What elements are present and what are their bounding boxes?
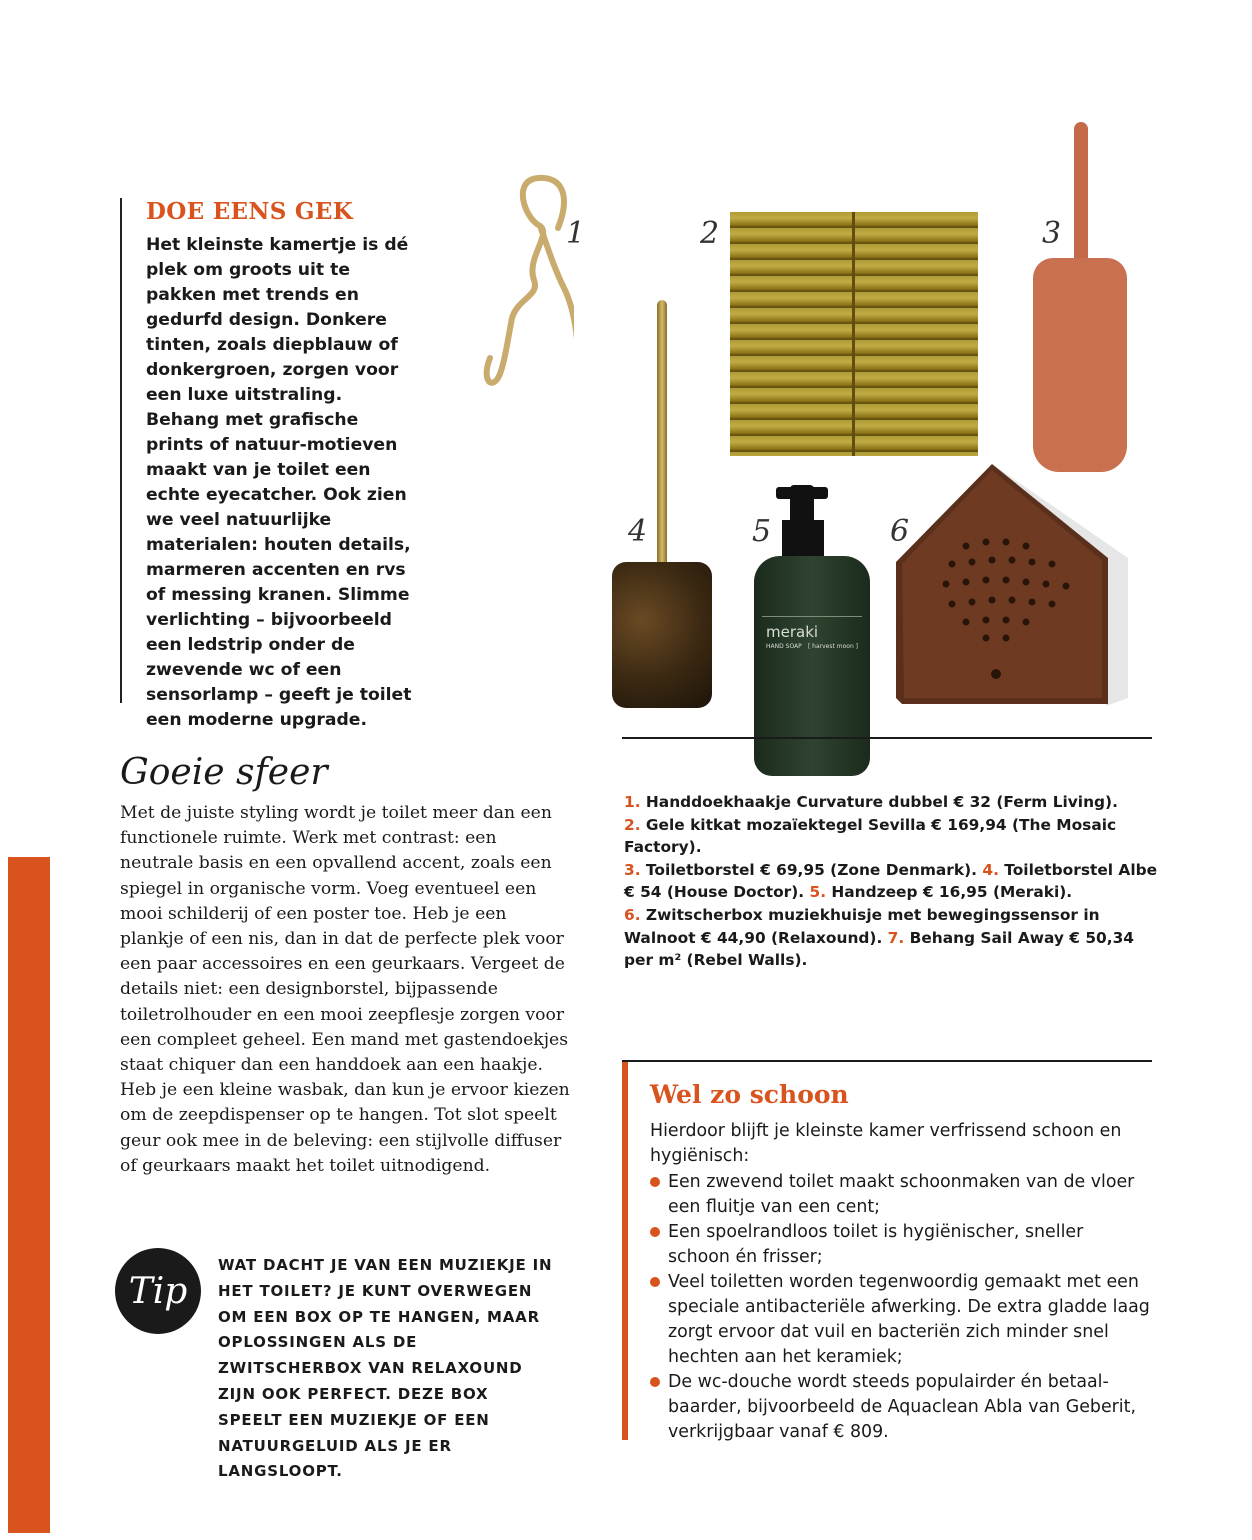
wel-zo-schoon-intro: Hierdoor blijft je kleinste kamer verfrissend schoon en hygiënisch: (650, 1121, 1122, 1166)
doe-eens-gek-body: Het kleinste kamertje is dé plek om groots uit te pakken met trends en gedurfd design. Donkere tinten, zoals diepblauw of donkergroen, zorgen voor een luxe uitstraling. Behang met grafische prints of natuur-motieven maakt van je toilet een echte eyecatcher. Ook zien we veel natuurlijke materialen: houten details, marmeren accenten en rvs of messing kranen. Slimme verlichting – bijvoorbeeld een ledstrip onder de zwevende wc of een sensorlamp – geeft je toilet een moderne upgrade. (146, 235, 412, 730)
products-divider (622, 737, 1152, 739)
caption-number-3: 3. (624, 860, 641, 879)
wel-zo-schoon-title: Wel zo schoon (650, 1080, 849, 1109)
list-item: Veel toiletten worden tegenwoordig gemaakt met een speciale antibacteriële afwerking. De extra gladde laag zorgt ervoor dat vuil en bacteriën zich minder snel hechten aan het keramiek; (650, 1270, 1150, 1370)
doe-eens-gek-block (120, 198, 420, 730)
soap-pump-head (776, 487, 828, 499)
goeie-sfeer-title: Goeie sfeer (120, 752, 328, 793)
brass-brush-handle (657, 300, 667, 590)
caption-7: Behang Sail Away € 50,34 per m² (Rebel Walls). (624, 928, 1134, 970)
caption-number-1: 1. (624, 793, 641, 811)
soap-brand: meraki (766, 623, 819, 641)
caption-5: Handzeep € 16,95 (Meraki). (831, 883, 1073, 902)
product-number-6: 6 (890, 514, 910, 549)
doe-eens-gek-title: DOE EENS GEK (146, 198, 353, 225)
product-number-1: 1 (566, 216, 586, 251)
caption-1: Handdoekhaakje Curvature dubbel € 32 (Ferm Living). (645, 793, 1118, 811)
product-captions (624, 791, 1164, 972)
caption-number-4: 4. (982, 860, 999, 879)
product-number-5: 5 (752, 514, 772, 549)
tip-badge-label: Tip (128, 1270, 188, 1312)
caption-number-5: 5. (809, 883, 827, 902)
caption-number-6: 6. (624, 905, 641, 924)
list-item: Een spoelrandloos toilet is hygiënischer, sneller schoon én frisser; (650, 1220, 1150, 1270)
list-item: De wc-douche wordt steeds populairder én betaal-baarder, bijvoorbeeld de Aquaclean Abla van Geberit, verkrijgbaar vanaf € 809. (650, 1370, 1150, 1445)
product-number-4: 4 (628, 514, 648, 549)
caption-2: Gele kitkat mozaïektegel Sevilla € 169,94 (The Mosaic Factory). (624, 815, 1117, 857)
soap-tag: [ harvest moon ] (807, 643, 858, 650)
soap-label: HAND SOAP (766, 643, 802, 650)
caption-6: Zwitscherbox muziekhuisje met bewegingssensor in Walnoot € 44,90 (Relaxound). (624, 905, 1100, 947)
caption-number-7: 7. (887, 928, 905, 947)
terracotta-brush-handle (1074, 122, 1088, 272)
product-number-3: 3 (1042, 216, 1062, 251)
caption-number-2: 2. (624, 815, 641, 834)
list-item: Een zwevend toilet maakt schoonmaken van de vloer een fluitje van een cent; (650, 1170, 1150, 1220)
marble-brush-holder (612, 562, 712, 708)
caption-3: Toiletborstel € 69,95 (Zone Denmark). (645, 860, 977, 879)
product-number-2: 2 (700, 216, 720, 251)
goeie-sfeer-body: Met de juiste styling wordt je toilet meer dan een functionele ruimte. Werk met contrast: een neutrale basis en een opvallend accent, zoals een spiegel in organische vorm. Voeg eventueel een mooi schilderij of een poster toe. Heb je een plankje of een nis, dan in dat de perfecte plek voor een paar accessoires en een geurkaars. Vergeet de details niet: een designborstel, bijpassende toiletrolhouder en een mooi zeepflesje zorgen voor een compleet geheel. Een mand met gastendoekjes staat chiquer dan een handdoek aan een haakje. Heb je een kleine wasbak, dan kun je ervoor kiezen om de zeepdispenser op te hangen. Tot slot speelt geur ook mee in de beleving: een stijlvolle diffuser of geurkaars maakt het toilet uitnodigend. (120, 803, 570, 1176)
schoon-top-rule (622, 1060, 1152, 1062)
schoon-orange-bar (622, 1062, 628, 1440)
terracotta-brush-holder (1033, 258, 1127, 472)
soap-cap (782, 520, 824, 560)
towel-hook-image (478, 168, 574, 394)
caption-4: Toiletborstel Albe € 54 (House Doctor). (624, 860, 1158, 902)
tip-text: WAT DACHT JE VAN EEN MUZIEKJE IN HET TOILET? JE KUNT OVERWEGEN OM EEN BOX OP TE HANGEN, MAAR OPLOSSINGEN ALS DE ZWITSCHERBOX VAN RELAXOUND ZIJN OOK PERFECT. DEZE BOX SPEELT EEN MUZIEKJE OF EEN NATUURGELUID ALS JE ER LANGSLOOPT. (218, 1256, 553, 1481)
zwitscherbox-image (896, 462, 1132, 710)
wel-zo-schoon-list (650, 1170, 1150, 1445)
mosaic-tile-image (730, 212, 978, 456)
orange-side-bar (8, 857, 50, 1533)
tip-badge (115, 1248, 201, 1334)
soap-bottle (754, 556, 870, 776)
